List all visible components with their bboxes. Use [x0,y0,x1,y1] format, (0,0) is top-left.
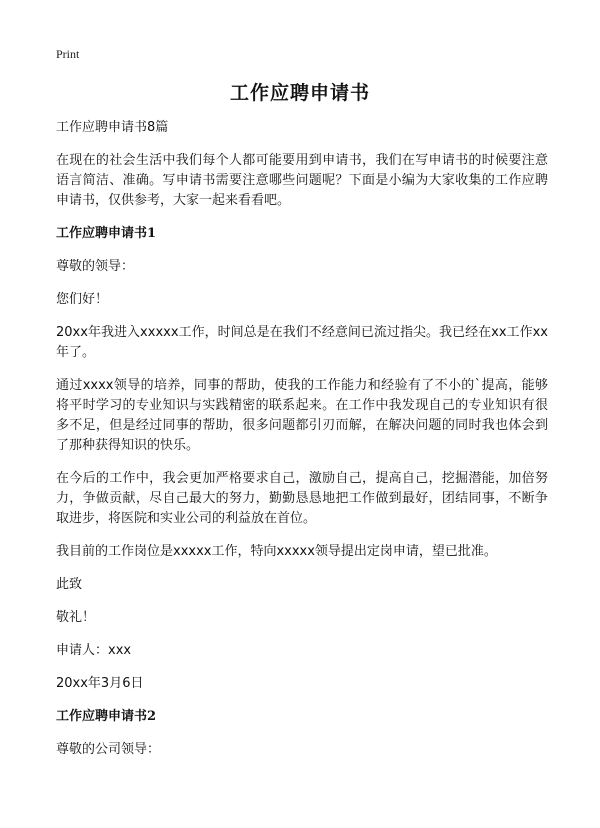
section1-paragraph-4: 我目前的工作岗位是xxxxx工作，特向xxxxx领导提出定岗申请，望已批准。 [56,544,497,559]
section1-paragraph-3: 在今后的工作中，我会更加严格要求自己，激励自己，提高自己，挖掘潜能，加倍努力，争做贡献，尽自己最大的努力，勤勤恳恳地把工作做到最好，团结同事，不断争取进步，将医院和实业公司的利益放在首位。 [56,471,548,526]
page-title: 工作应聘申请书 [229,82,370,104]
intro-paragraph: 在现在的社会生活中我们每个人都可能要用到申请书，我们在写申请书的时候要注意语言简洁、准确。写申请书需要注意哪些问题呢？下面是小编为大家收集的工作应聘申请书，仅供参考，大家一起来看看吧。 [56,153,548,208]
section1-closing-1: 此致 [56,577,83,592]
section1-greeting: 尊敬的领导： [56,259,135,274]
document-subtitle: 工作应聘申请书8篇 [56,120,169,135]
section1-heading: 工作应聘申请书1 [56,226,157,241]
section1-paragraph-2: 通过xxxx领导的培养，同事的帮助，使我的工作能力和经验有了不小的`提高，能够将平时学习的专业知识与实践精密的联系起来。在工作中我发现自己的专业知识有很多不足，但是经过同事的帮助，很多问题都引刃而解，在解决问题的同时我也体会到了那种获得知识的快乐。 [56,378,548,453]
section1-hello: 您们好！ [56,292,109,307]
print-link[interactable]: Print [56,47,80,61]
section2-heading: 工作应聘申请书2 [56,709,157,724]
document-body [56,118,548,773]
section1-closing-2: 敬礼！ [56,610,96,625]
section2-greeting: 尊敬的公司领导： [56,742,161,757]
section1-applicant: 申请人：xxx [56,643,132,658]
section1-date: 20xx年3月6日 [56,676,144,691]
section1-paragraph-1: 20xx年我进入xxxxx工作，时间总是在我们不经意间已流过指尖。我已经在xx工作xx年了。 [56,325,548,360]
